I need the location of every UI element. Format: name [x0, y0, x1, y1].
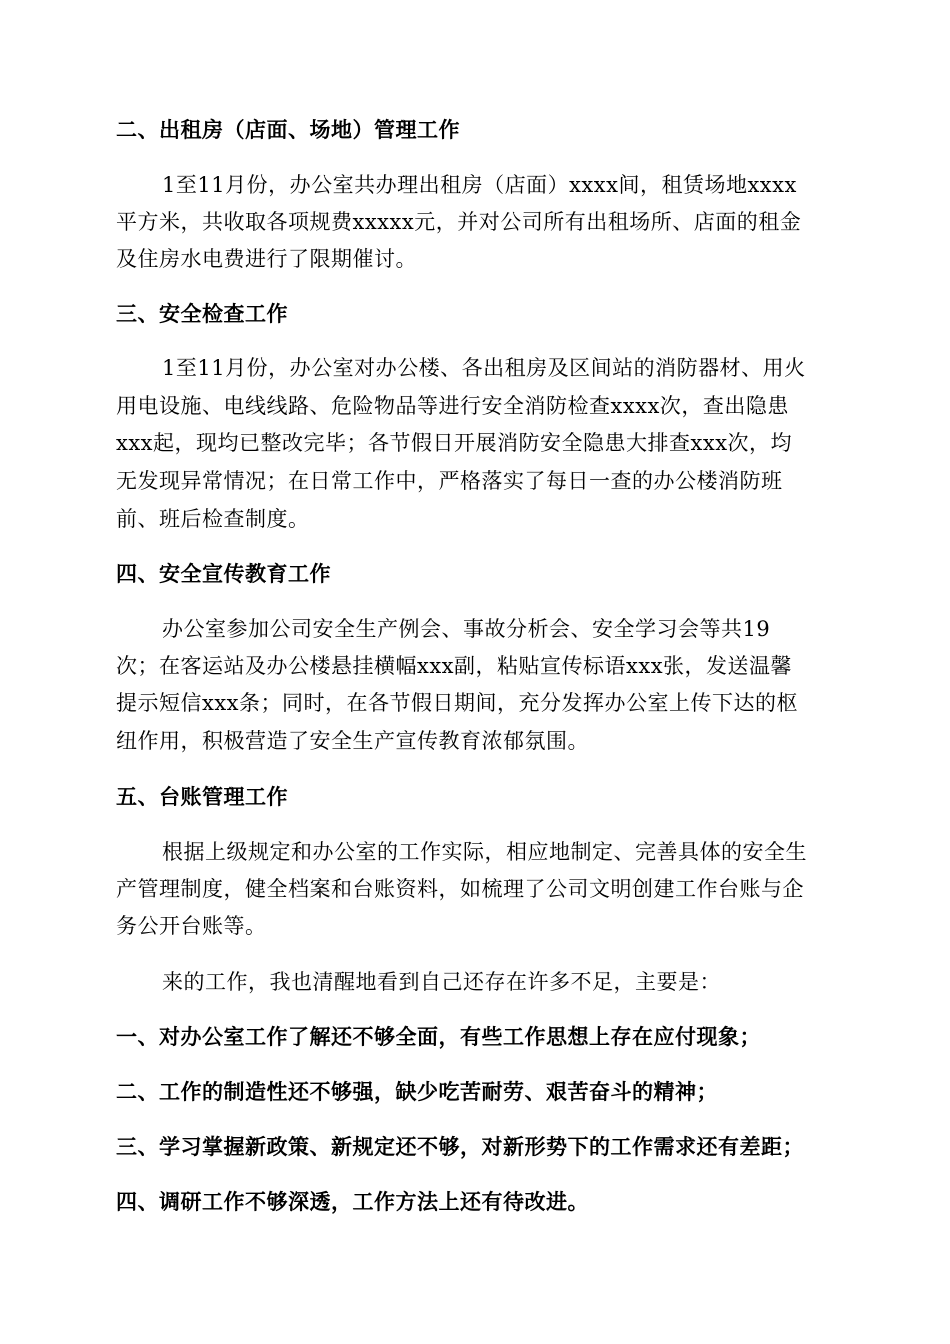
paragraph-line: 办公室参加公司安全生产例会、事故分析会、安全学习会等共19 — [162, 617, 771, 641]
shortcoming-item: 三、学习掌握新政策、新规定还不够，对新形势下的工作需求还有差距； — [116, 1134, 804, 1159]
paragraph-line: xxx起，现均已整改完毕；各节假日开展消防安全隐患大排查xxx次，均 — [116, 431, 793, 455]
shortcoming-item: 二、工作的制造性还不够强，缺少吃苦耐劳、艰苦奋斗的精神； — [116, 1079, 718, 1104]
paragraph-line: 务公开台账等。 — [116, 914, 267, 938]
paragraph-line: 提示短信xxx条；同时，在各节假日期间，充分发挥办公室上传下达的枢 — [116, 691, 799, 715]
paragraph-line: 1至11月份，办公室共办理出租房（店面）xxxx间，租赁场地xxxx — [162, 173, 797, 197]
paragraph-line: 根据上级规定和办公室的工作实际，相应地制定、完善具体的安全生 — [162, 840, 807, 864]
shortcoming-item: 一、对办公室工作了解还不够全面，有些工作思想上存在应付现象； — [116, 1024, 761, 1049]
section-heading-safety-inspection: 三、安全检查工作 — [116, 301, 288, 326]
section-heading-safety-education: 四、安全宣传教育工作 — [116, 561, 331, 586]
paragraph-line: 1至11月份，办公室对办公楼、各出租房及区间站的消防器材、用火 — [162, 356, 806, 380]
paragraph-line: 无发现异常情况；在日常工作中，严格落实了每日一查的办公楼消防班 — [116, 469, 783, 493]
paragraph-line: 用电设施、电线线路、危险物品等进行安全消防检查xxxx次，查出隐患 — [116, 394, 789, 418]
section-heading-rental: 二、出租房（店面、场地）管理工作 — [116, 117, 460, 142]
paragraph-line: 及住房水电费进行了限期催讨。 — [116, 247, 417, 271]
paragraph-line: 前、班后检查制度。 — [116, 507, 310, 531]
paragraph-line: 产管理制度，健全档案和台账资料，如梳理了公司文明创建工作台账与企 — [116, 877, 804, 901]
shortcoming-item: 四、调研工作不够深透，工作方法上还有待改进。 — [116, 1189, 589, 1214]
paragraph-line: 平方米，共收取各项规费xxxxx元，并对公司所有出租场所、店面的租金 — [116, 210, 802, 234]
section-heading-ledger: 五、台账管理工作 — [116, 784, 288, 809]
paragraph-line: 纽作用，积极营造了安全生产宣传教育浓郁氛围。 — [116, 729, 589, 753]
paragraph-line: 次；在客运站及办公楼悬挂横幅xxx副，粘贴宣传标语xxx张，发送温馨 — [116, 654, 793, 678]
closing-intro: 来的工作，我也清醒地看到自己还存在许多不足，主要是： — [162, 970, 721, 994]
